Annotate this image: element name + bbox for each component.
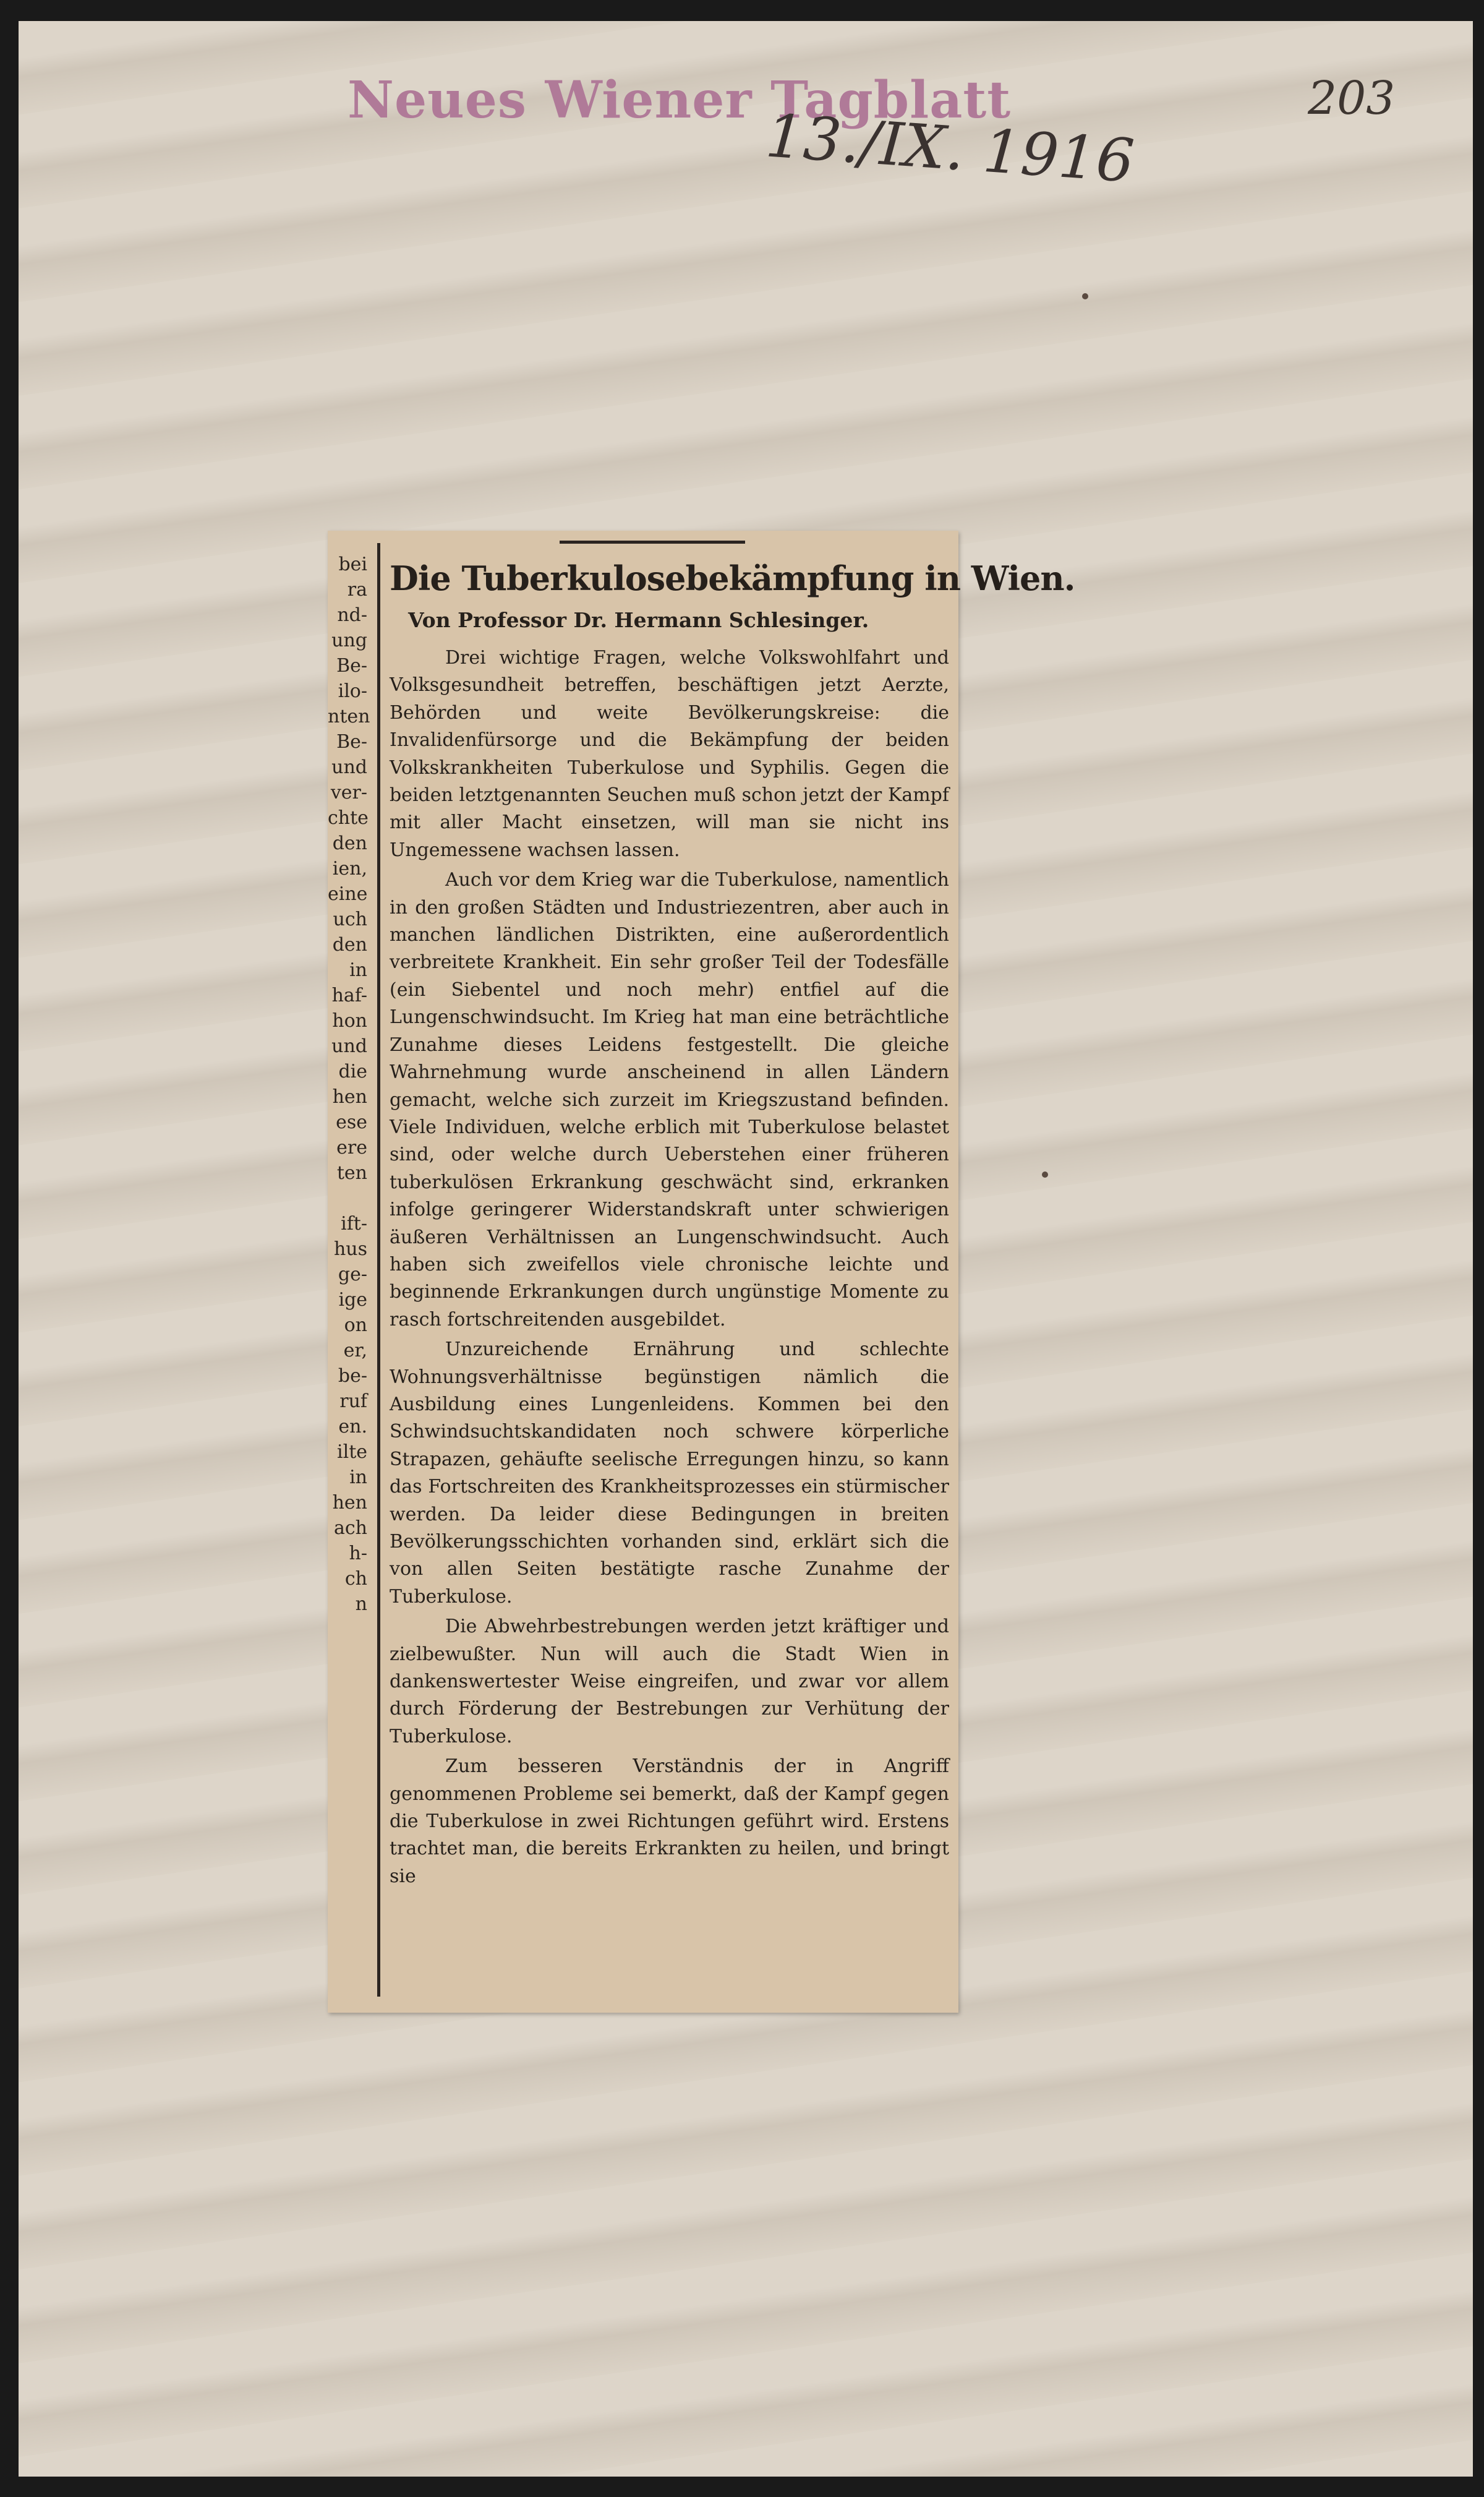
column-fragment-text: den — [332, 833, 367, 854]
column-fragment-text: ien, — [332, 858, 367, 880]
column-fragment-text: den — [332, 934, 367, 956]
article-headline: Die Tuberkulosebekämpfung in Wien. — [390, 559, 1075, 598]
column-fragment-text: ten — [336, 1162, 367, 1184]
column-fragment-text: ift- — [341, 1213, 367, 1235]
column-fragment-text: uch — [333, 909, 367, 930]
handwritten-date: 13./IX. 1916 — [763, 101, 1136, 196]
column-fragment-text: en. — [338, 1416, 367, 1437]
adjacent-column-fragment — [328, 531, 371, 1743]
article-paragraph: Die Abwehrbestrebungen werden jetzt kräftiger und zielbewußter. Nun will auch die Stadt Wien in dankenswertester Weise eingreifen, und zwar vor allem durch Förderung der Bestrebungen zur Verhütung der Tuberkulose. — [390, 1616, 949, 1747]
column-fragment-text: h- — [349, 1543, 367, 1564]
column-fragment-text: in — [349, 959, 367, 981]
article-byline: Von Professor Dr. Hermann Schlesinger. — [408, 608, 869, 632]
column-fragment-text: ere — [336, 1137, 367, 1159]
column-fragment-text: eine — [328, 883, 368, 905]
column-fragment-text: hen — [332, 1086, 367, 1108]
newspaper-stamp: Neues Wiener Tagblatt — [348, 71, 1012, 130]
column-fragment-text: ese — [336, 1111, 367, 1133]
column-fragment-text: bei — [338, 554, 367, 575]
column-fragment-text — [328, 1186, 371, 1211]
column-fragment-text: n — [355, 1593, 367, 1615]
column-fragment-text: in — [349, 1467, 367, 1488]
article-paragraph: Drei wichtige Fragen, welche Volkswohlfahrt und Volksgesundheit betreffen, beschäftigen jetzt Aerzte, Behörden und weite Bevölkerungskreise: die Invalidenfürsorge und die Bekämpfung der beiden Volkskrankheiten Tuberkulose und Syphilis. Gegen die beiden letztgenannten Seuchen muß schon jetzt der Kampf mit aller Macht einsetzen, will man sie nicht ins Ungemessene wachsen lassen. — [390, 647, 949, 861]
column-fragment-text: ung — [331, 630, 367, 651]
article — [390, 555, 1075, 1893]
column-fragment-text: hus — [333, 1238, 367, 1260]
column-fragment-text: ilte — [337, 1441, 367, 1463]
article-paragraph: Zum besseren Verständnis der in Angriff genommenen Probleme sei bemerkt, daß der Kampf gegen die Tuberkulose in zwei Richtungen geführt wird. Erstens trachtet man, die bereits Erkrankten zu heilen, und bringt sie — [390, 1755, 949, 1887]
column-fragment-text: on — [344, 1314, 367, 1336]
column-fragment-text: Be- — [336, 731, 367, 753]
column-fragment-text: Be- — [336, 655, 367, 677]
column-fragment-text: ige — [338, 1289, 367, 1311]
column-fragment-text: nd- — [337, 604, 367, 626]
article-paragraph: Auch vor dem Krieg war die Tuberkulose, namentlich in den großen Städten und Industriezentren, aber auch in manchen ländlichen Distrikten, eine außerordentlich verbreitete Krankheit. Ein sehr großer Teil der Todesfälle (ein Siebentel und noch mehr) entfiel auf die Lungenschwindsucht. Im Krieg hat man eine beträchtliche Zunahme dieses Leidens festgestellt. Die gleiche Wahrnehmung wurde anscheinend in allen Ländern gemacht, welche sich zurzeit im Kriegszustand befinden. Viele Individuen, welche erblich mit Tuberkulose belastet sind, oder welche durch Ueberstehen einer früheren tuberkulösen Erkrankung geschwächt sind, erkranken infolge geringerer Widerstandskraft unter schwierigen äußeren Verhältnissen an Lungenschwindsucht. Auch haben sich zweifellos viele chronische leichte und beginnende Erkrankungen durch ungünstige Momente zu rasch fortschreitenden ausgebildet. — [390, 869, 949, 1330]
column-fragment-text: die — [338, 1061, 367, 1082]
column-fragment-text: ra — [347, 579, 367, 601]
column-fragment-text: be- — [338, 1365, 367, 1387]
column-fragment-text: ach — [333, 1517, 367, 1539]
column-fragment-text: hon — [332, 1010, 367, 1032]
column-fragment-text: ruf — [339, 1390, 367, 1412]
column-fragment-text: ch — [344, 1568, 367, 1590]
article-paragraph: Unzureichende Ernährung und schlechte Wohnungsverhältnisse begünstigen nämlich die Ausbildung eines Lungenleidens. Kommen bei den Schwindsuchtskandidaten noch schwere körperliche Strapazen, gehäufte seelische Erregungen hinzu, so kann das Fortschreiten des Krankheitsprozesses ein stürmischer werden. Da leider diese Bedingungen in breiten Bevölkerungsschichten vorhanden sind, erklärt sich die von allen Seiten bestätigte rasche Zunahme der Tuberkulose. — [390, 1338, 949, 1608]
column-fragment-text: ver- — [330, 782, 367, 803]
column-fragment-text: er, — [343, 1340, 367, 1361]
column-fragment-text: nten — [328, 706, 370, 727]
column-fragment-text: ge- — [338, 1264, 367, 1285]
punch-mark — [1042, 1171, 1048, 1178]
column-fragment-text: hen — [332, 1492, 367, 1514]
column-fragment-text: chte — [328, 807, 369, 829]
mounting-sheet — [19, 21, 1473, 2477]
column-fragment-text: ilo- — [338, 680, 367, 702]
headline-rule — [560, 541, 745, 544]
newspaper-clipping — [328, 531, 1075, 2013]
column-fragment-text: und — [331, 1035, 367, 1057]
column-fragment-text: haf- — [331, 985, 367, 1006]
page-number: 203 — [1308, 72, 1396, 125]
column-fragment-text: und — [331, 756, 367, 778]
column-rule — [377, 543, 380, 1997]
punch-mark — [1082, 293, 1088, 299]
